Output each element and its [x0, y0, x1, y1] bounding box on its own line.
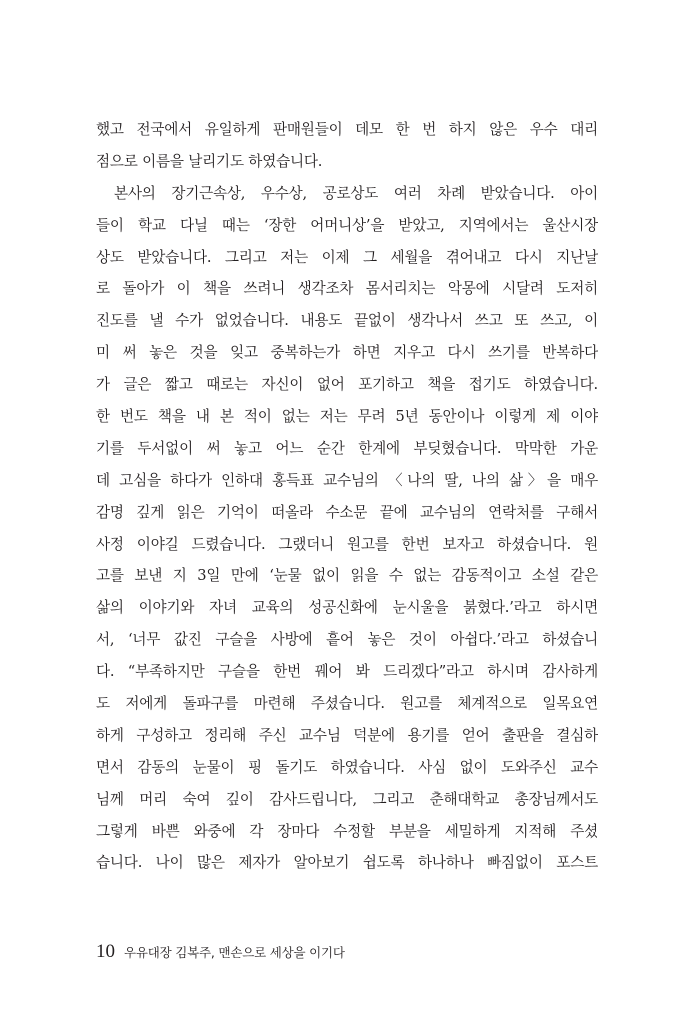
text-line: 사정 이야길 드렸습니다. 그랬더니 원고를 한번 보자고 하셨습니다. 원 — [96, 535, 598, 553]
text-line: 고를 보낸 지 3일 만에 ‘눈물 없이 읽을 수 없는 감동적이고 소설 같은 — [96, 567, 598, 585]
text-line: 다. “부족하지만 구슬을 한번 꿰어 봐 드리겠다”라고 하시며 감사하게 — [96, 663, 598, 681]
running-title: 우유대장 김복주, 맨손으로 세상을 이기다 — [124, 945, 345, 960]
text-line: 상도 받았습니다. 그리고 저는 이제 그 세월을 겪어내고 다시 지난날 — [96, 248, 598, 266]
text-line: 서, ‘너무 값진 구슬을 사방에 흩어 놓은 것이 아쉽다.’라고 하셨습니 — [96, 631, 598, 649]
text-line: 데 고심을 하다가 인하대 홍득표 교수님의 〈나의 딸, 나의 삶〉을 매우 — [96, 471, 598, 489]
text-line: 진도를 낼 수가 없었습니다. 내용도 끝없이 생각나서 쓰고 또 쓰고, 이 — [96, 312, 598, 330]
text-line: 면서 감동의 눈물이 핑 돌기도 하였습니다. 사심 없이 도와주신 교수 — [96, 758, 598, 776]
page-number: 10 — [96, 941, 115, 962]
text-line: 미 써 놓은 것을 잊고 중복하는가 하면 지우고 다시 쓰기를 반복하다 — [96, 344, 598, 362]
text-line: 하게 구성하고 정리해 주신 교수님 덕분에 용기를 얻어 출판을 결심하 — [96, 726, 598, 744]
text-line: 들이 학교 다닐 때는 ‘장한 어머니상’을 받았고, 지역에서는 울산시장 — [96, 216, 598, 234]
body-text — [96, 114, 598, 879]
text-line: 했고 전국에서 유일하게 판매원들이 데모 한 번 하지 않은 우수 대리 — [96, 121, 598, 138]
text-line: 가 글은 짧고 때로는 자신이 없어 포기하고 책을 접기도 하였습니다. — [96, 376, 598, 394]
text-line: 습니다. 나이 많은 제자가 알아보기 쉽도록 하나하나 빠짐없이 포스트 — [96, 854, 598, 872]
text-line: 한 번도 책을 내 본 적이 없는 저는 무려 5년 동안이나 이렇게 제 이야 — [96, 408, 598, 426]
text-line: 삶의 이야기와 자녀 교육의 성공신화에 눈시울을 붉혔다.’라고 하시면 — [96, 599, 598, 617]
text-line: 로 돌아가 이 책을 쓰려니 생각조차 몸서리치는 악몽에 시달려 도저히 — [96, 280, 598, 298]
page-footer — [96, 941, 345, 965]
text-line: 도 저에게 돌파구를 마련해 주셨습니다. 원고를 체계적으로 일목요연 — [96, 695, 598, 713]
text-line: 감명 깊게 읽은 기억이 떠올라 수소문 끝에 교수님의 연락처를 구해서 — [96, 503, 598, 521]
text-line: 님께 머리 숙여 깊이 감사드립니다, 그리고 춘해대학교 총장님께서도 — [96, 790, 598, 808]
text-line: 점으로 이름을 날리기도 하였습니다. — [96, 152, 323, 170]
text-line: 그렇게 바쁜 와중에 각 장마다 수정할 부분을 세밀하게 지적해 주셨 — [96, 822, 598, 840]
text-line: 본사의 장기근속상, 우수상, 공로상도 여러 차례 받았습니다. 아이 — [114, 184, 598, 202]
text-line: 기를 두서없이 써 놓고 어느 순간 한계에 부딪혔습니다. 막막한 가운 — [96, 439, 598, 457]
